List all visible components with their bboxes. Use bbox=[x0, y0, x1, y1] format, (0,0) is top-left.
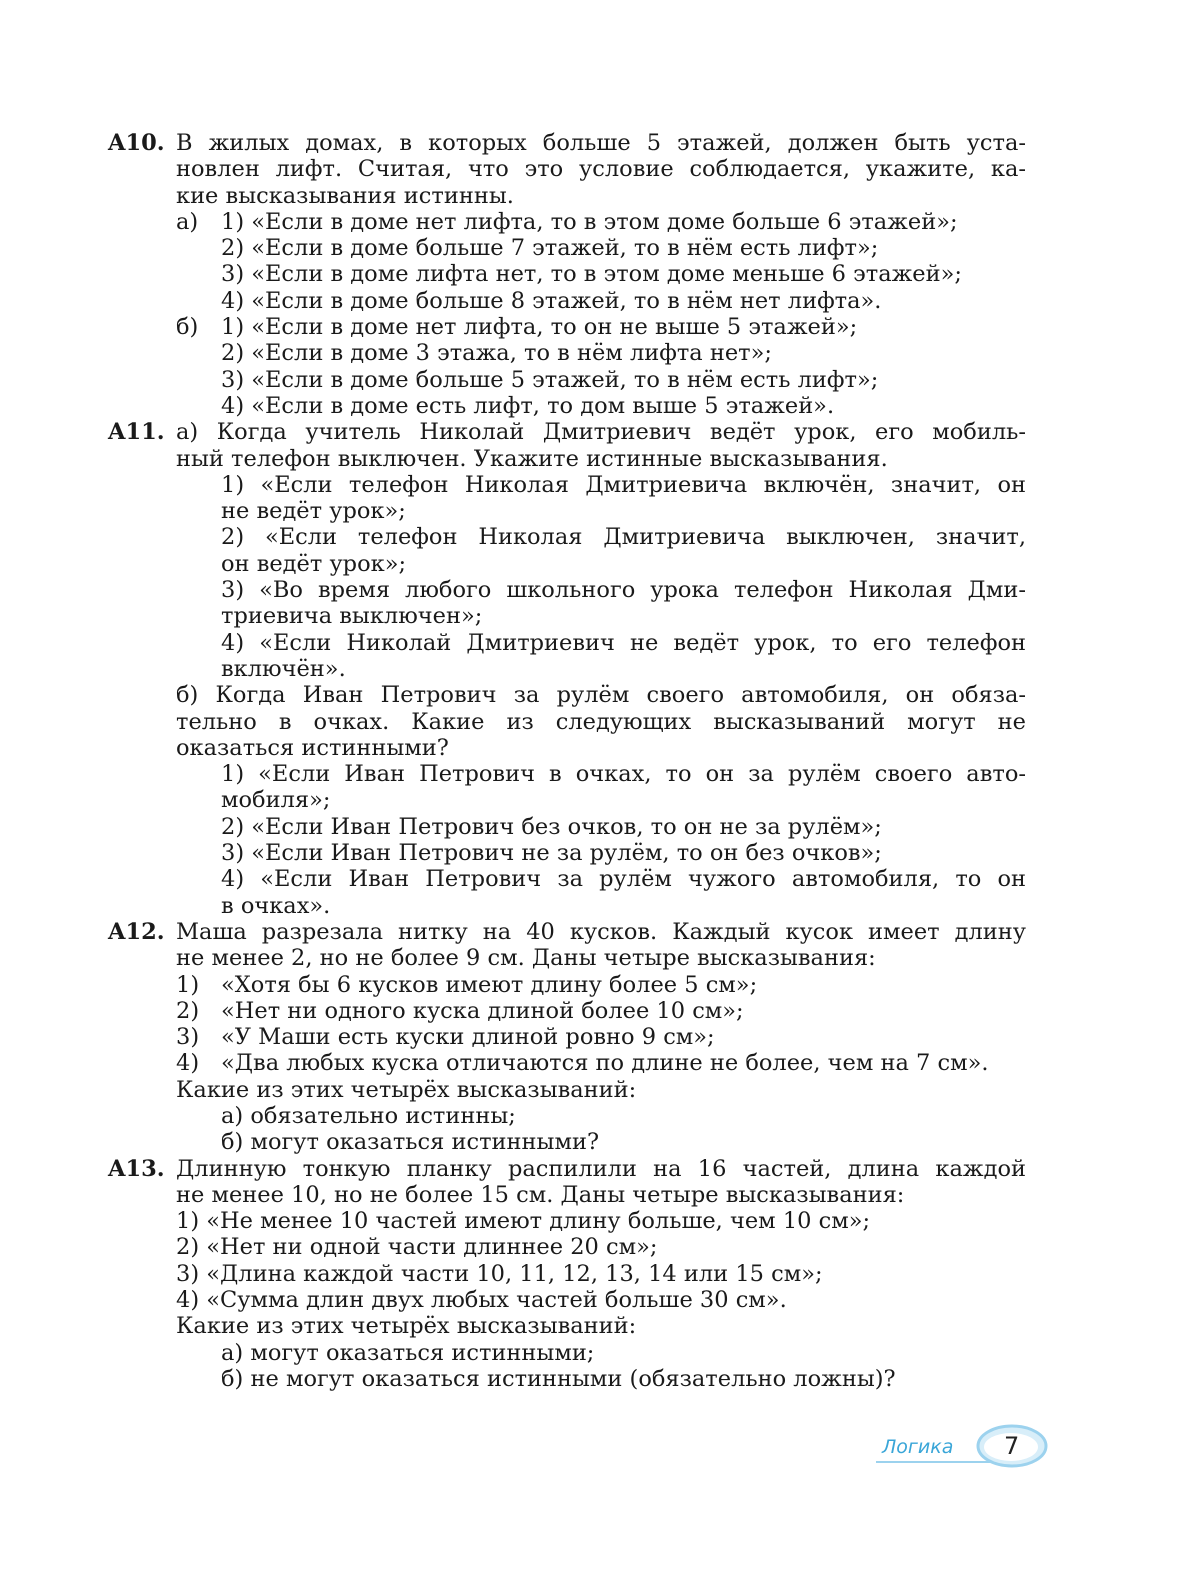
statement: 3) «Если в доме лифта нет, то в этом доме меньше 6 этажей»; bbox=[221, 261, 962, 288]
statement: 1) «Если Иван Петрович в очках, то он за рулём своего авто- bbox=[221, 761, 1026, 788]
answer-option: а) обязательно истинны; bbox=[221, 1102, 516, 1129]
part-a bbox=[176, 209, 1026, 314]
statement: 2) «Если в доме больше 7 этажей, то в нём есть лифт»; bbox=[221, 235, 879, 262]
answer-option: б) могут оказаться истинными? bbox=[221, 1129, 600, 1156]
item-label: 4) bbox=[176, 1050, 200, 1077]
question: Какие из этих четырёх высказываний: bbox=[176, 1313, 637, 1340]
statement: 2) «Если телефон Николая Дмитриевича выключен, значит, bbox=[221, 524, 1026, 551]
part-label: б) bbox=[176, 314, 199, 341]
problem-text: не менее 2, но не более 9 см. Даны четыре высказывания: bbox=[176, 945, 876, 972]
statement: 1) «Если в доме нет лифта, то он не выше 5 этажей»; bbox=[221, 314, 858, 341]
statement: 1) «Если телефон Николая Дмитриевича включён, значит, он bbox=[221, 471, 1026, 498]
statement: 2) «Нет ни одной части длиннее 20 см»; bbox=[176, 1234, 658, 1261]
problem-a13 bbox=[108, 1156, 1026, 1393]
problem-text: В жилых домах, в которых больше 5 этажей, должен быть уста- bbox=[176, 130, 1026, 156]
statement bbox=[176, 972, 1026, 998]
part-b bbox=[176, 314, 1026, 419]
statement bbox=[176, 998, 1026, 1024]
item-text: «Хотя бы 6 кусков имеют длину более 5 см»; bbox=[221, 971, 758, 998]
statement: 3) «Если в доме больше 5 этажей, то в нём есть лифт»; bbox=[221, 366, 879, 393]
statement: 4) «Если в доме больше 8 этажей, то в нём нет лифта». bbox=[221, 287, 882, 314]
problem-a12 bbox=[108, 919, 1026, 1156]
answer-option: а) могут оказаться истинными; bbox=[221, 1339, 595, 1366]
problem-number: A11. bbox=[108, 419, 165, 446]
statement: 4) «Если Николай Дмитриевич не ведёт урок, то его телефон bbox=[221, 629, 1026, 656]
page-footer bbox=[872, 1418, 1052, 1478]
problem-text: не менее 10, но не более 15 см. Даны четыре высказывания: bbox=[176, 1181, 905, 1208]
statement: 4) «Если в доме есть лифт, то дом выше 5 этажей». bbox=[221, 392, 835, 419]
item-label: 2) bbox=[176, 997, 200, 1024]
page-content bbox=[108, 130, 1026, 1392]
statement: 4) «Сумма длин двух любых частей больше 30 см». bbox=[176, 1287, 787, 1314]
problem-text: Маша разрезала нитку на 40 кусков. Каждый кусок имеет длину bbox=[176, 918, 1026, 945]
question: Какие из этих четырёх высказываний: bbox=[176, 1076, 637, 1103]
statement: 3) «Во время любого школьного урока телефон Николая Дми- bbox=[221, 577, 1026, 604]
problem-a11 bbox=[108, 419, 1026, 919]
problem-text: ный телефон выключен. Укажите истинные высказывания. bbox=[176, 445, 888, 472]
statement: 1) «Если в доме нет лифта, то в этом доме больше 6 этажей»; bbox=[221, 208, 958, 235]
statement: не ведёт урок»; bbox=[221, 498, 406, 525]
problem-a10 bbox=[108, 130, 1026, 419]
problem-text: кие высказывания истинны. bbox=[176, 182, 514, 209]
statement: 4) «Если Иван Петрович за рулём чужого автомобиля, то он bbox=[221, 866, 1026, 893]
problem-number: A12. bbox=[108, 918, 165, 945]
problem-number: A13. bbox=[108, 1155, 165, 1182]
statement: включён». bbox=[221, 655, 346, 682]
statement: в очках». bbox=[221, 892, 331, 919]
statement: 3) «Длина каждой части 10, 11, 12, 13, 14 или 15 см»; bbox=[176, 1260, 823, 1287]
statement: он ведёт урок»; bbox=[221, 550, 407, 577]
statement: мобиля»; bbox=[221, 787, 331, 814]
statement: 1) «Не менее 10 частей имеют длину больше, чем 10 см»; bbox=[176, 1208, 871, 1235]
problem-number: A10. bbox=[108, 130, 165, 156]
statement: триевича выключен»; bbox=[221, 603, 483, 630]
problem-text: а) Когда учитель Николай Дмитриевич ведёт урок, его мобиль- bbox=[176, 419, 1026, 446]
item-label: 3) bbox=[176, 1024, 200, 1051]
item-text: «Нет ни одного куска длиной более 10 см»; bbox=[221, 997, 744, 1024]
statement bbox=[176, 1024, 1026, 1050]
problem-text: б) Когда Иван Петрович за рулём своего автомобиля, он обяза- bbox=[176, 682, 1026, 709]
section-title: Логика bbox=[882, 1436, 954, 1458]
item-text: «У Маши есть куски длиной ровно 9 см»; bbox=[221, 1024, 715, 1051]
statement: 3) «Если Иван Петрович не за рулём, то он без очков»; bbox=[221, 840, 882, 867]
statement bbox=[176, 1050, 1026, 1076]
page-number: 7 bbox=[1004, 1432, 1020, 1460]
statement: 2) «Если в доме 3 этажа, то в нём лифта нет»; bbox=[221, 340, 772, 367]
statement: 2) «Если Иван Петрович без очков, то он не за рулём»; bbox=[221, 813, 882, 840]
problem-text: оказаться истинными? bbox=[176, 734, 449, 761]
problem-text: тельно в очках. Какие из следующих высказываний могут не bbox=[176, 708, 1026, 735]
problem-text: новлен лифт. Считая, что это условие соблюдается, укажите, ка- bbox=[176, 156, 1026, 183]
problem-text: Длинную тонкую планку распилили на 16 частей, длина каждой bbox=[176, 1155, 1026, 1182]
answer-option: б) не могут оказаться истинными (обязательно ложны)? bbox=[221, 1365, 896, 1392]
item-label: 1) bbox=[176, 971, 200, 998]
part-label: а) bbox=[176, 208, 199, 235]
item-text: «Два любых куска отличаются по длине не более, чем на 7 см». bbox=[221, 1050, 989, 1077]
